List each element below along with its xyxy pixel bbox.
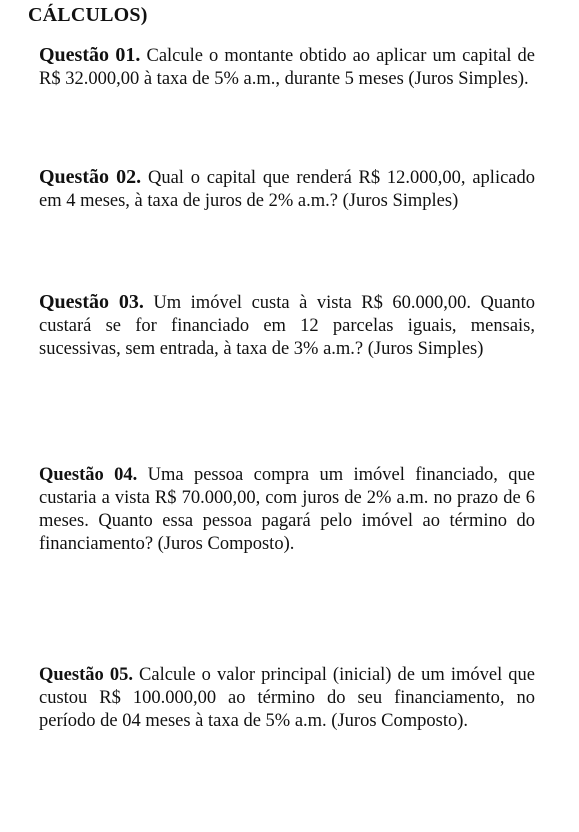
- question-label: Questão 04.: [39, 465, 138, 485]
- question-05: [39, 664, 535, 733]
- question-03: [39, 291, 535, 361]
- question-label: Questão 05.: [39, 665, 133, 685]
- question-text: Calcule o montante obtido ao aplicar um capital de R$ 32.000,00 à taxa de 5% a.m., durante 5 meses (Juros Simples).: [39, 46, 535, 89]
- question-text: Um imóvel custa à vista R$ 60.000,00. Quanto custará se for financiado em 12 parcelas iguais, mensais, sucessivas, sem entrada, à taxa de 3% a.m.? (Juros Simples): [39, 293, 535, 359]
- question-label: Questão 03.: [39, 291, 144, 313]
- question-label: Questão 02.: [39, 166, 142, 188]
- question-text: Uma pessoa compra um imóvel financiado, que custaria a vista R$ 70.000,00, com juros de 2% a.m. no prazo de 6 meses. Quanto essa pessoa pagará pelo imóvel ao término do financiamento? (Juros Composto).: [39, 465, 536, 554]
- question-04: [39, 464, 535, 556]
- question-02: [39, 166, 535, 213]
- question-text: Qual o capital que renderá R$ 12.000,00, aplicado em 4 meses, à taxa de juros de 2% a.m.? (Juros Simples): [39, 168, 536, 211]
- section-heading: CÁLCULOS): [28, 4, 148, 26]
- question-01: [39, 44, 535, 91]
- question-text: Calcule o valor principal (inicial) de um imóvel que custou R$ 100.000,00 ao término do seu financiamento, no período de 04 meses à taxa de 5% a.m. (Juros Composto).: [39, 665, 536, 731]
- question-label: Questão 01.: [39, 44, 141, 66]
